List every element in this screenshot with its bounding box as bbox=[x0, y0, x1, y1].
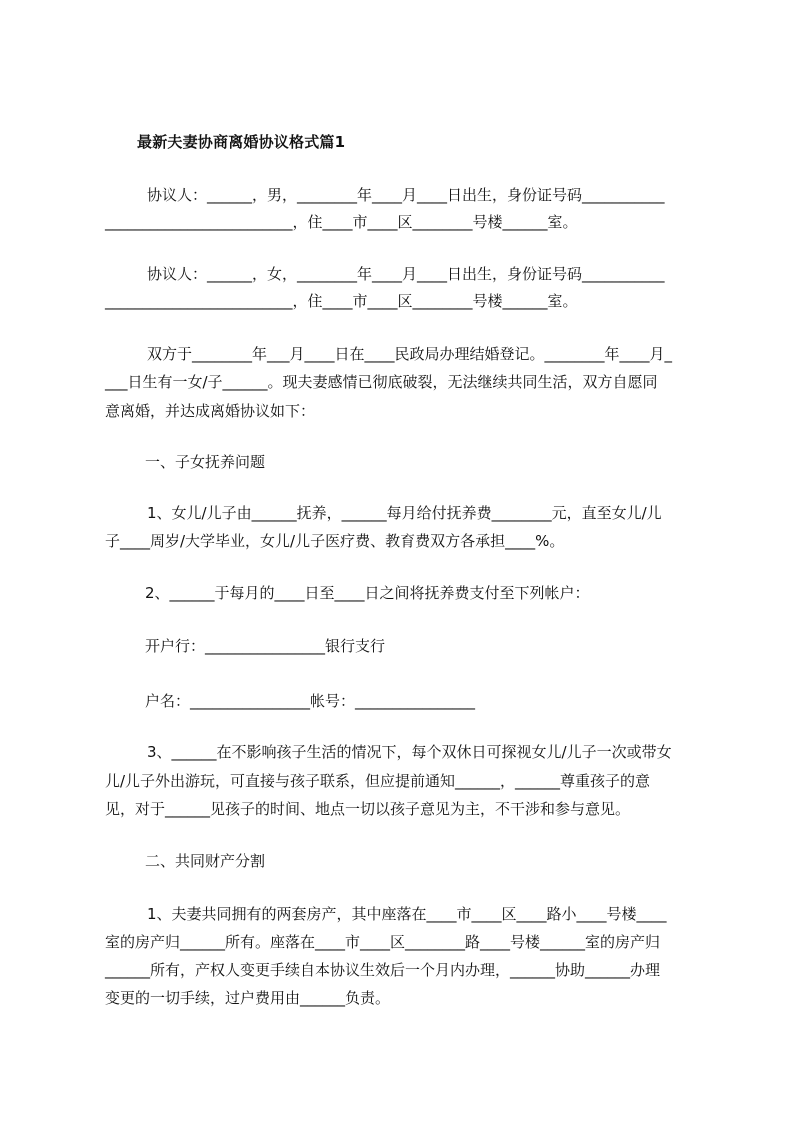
party-1-line-1: 协议人：______，男，________年____月____日出生，身份证号码___________ bbox=[147, 186, 665, 204]
marriage-paragraph-line-1: 双方于________年___月____日在____民政局办理结婚登记。________年____月_ bbox=[147, 345, 673, 363]
party-1-line-2: _________________________，住____市____区________号楼______室。 bbox=[105, 213, 578, 231]
document-title: 最新夫妻协商离婚协议格式篇1 bbox=[137, 133, 346, 151]
clause-2-1-line-1: 1、夫妻共同拥有的两套房产，其中座落在____市____区____路小____号楼____ bbox=[147, 905, 667, 923]
clause-2-1-line-4: 变更的一切手续，过户费用由______负责。 bbox=[105, 989, 391, 1007]
clause-1-1-line-1: 1、女儿/儿子由______抚养，______每月给付抚养费________元，直至女儿/儿 bbox=[147, 504, 662, 522]
clause-1-3-line-3: 见，对于______见孩子的时间、地点一切以孩子意见为主，不干涉和参与意见。 bbox=[105, 800, 631, 818]
clause-1-3-line-1: 3、______在不影响孩子生活的情况下，每个双休日可探视女儿/儿子一次或带女 bbox=[147, 743, 672, 761]
party-2-line-2: _________________________，住____市____区________号楼______室。 bbox=[105, 292, 578, 310]
clause-1-1-line-2: 子____周岁/大学毕业，女儿/儿子医疗费、教育费双方各承担____%。 bbox=[105, 532, 565, 550]
clause-2-1-line-2: 室的房产归______所有。座落在____市____区________路____号楼______室的房产归 bbox=[105, 933, 661, 951]
clause-1-2: 2、______于每月的____日至____日之间将抚养费支付至下列帐户： bbox=[145, 584, 590, 602]
marriage-paragraph-line-3: 意离婚，并达成离婚协议如下： bbox=[105, 402, 316, 420]
party-2-line-1: 协议人：______，女，________年____月____日出生，身份证号码___________ bbox=[147, 265, 665, 283]
bank-line: 开户行：________________银行支行 bbox=[145, 637, 386, 655]
account-line: 户名：________________帐号：________________ bbox=[145, 692, 476, 710]
clause-1-3-line-2: 儿/儿子外出游玩，可直接与孩子联系，但应提前通知______，______尊重孩子的意 bbox=[105, 772, 651, 790]
marriage-paragraph-line-2: ___日生有一女/子______。现夫妻感情已彻底破裂，无法继续共同生活，双方自愿同 bbox=[105, 373, 658, 391]
section-1-heading: 一、子女抚养问题 bbox=[145, 453, 266, 471]
section-2-heading: 二、共同财产分割 bbox=[145, 852, 266, 870]
clause-2-1-line-3: ______所有，产权人变更手续自本协议生效后一个月内办理，______协助______办理 bbox=[105, 961, 661, 979]
